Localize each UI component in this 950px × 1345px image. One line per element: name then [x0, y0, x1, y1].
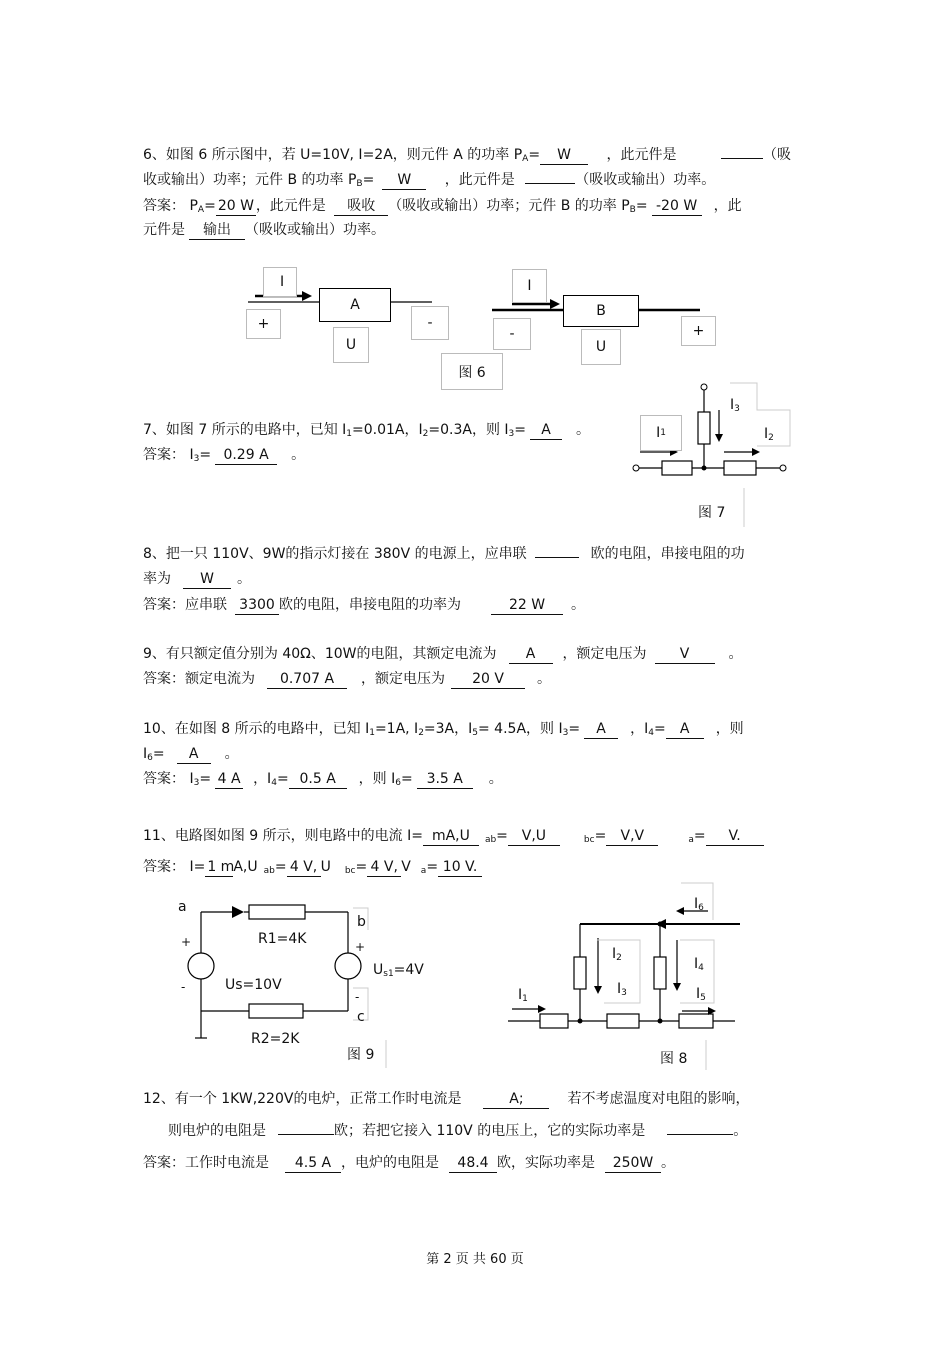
figure-9-caption: 图 9 [347, 1047, 375, 1063]
blank: mA,U [423, 827, 479, 846]
answer: 1 m [207, 859, 235, 875]
source2-minus-label: - [355, 990, 360, 1004]
blank: V,V [606, 827, 658, 846]
plus-label-left: + [246, 309, 281, 339]
answer: 3.5 A [417, 770, 473, 789]
voltage-label-u-left: U [333, 327, 369, 363]
blank: V,U [508, 827, 560, 846]
q8-answer: 答案：应串联 3300 欧的电阻，串接电阻的功率为 22 W 。 [143, 597, 585, 613]
node-c-label: c [357, 1009, 365, 1025]
answer: 250W [605, 1154, 661, 1173]
q7-line1: 7、如图 7 所示的电路中，已知 $I_1=0.01A$，$I_2=0.3A$，则 $I_3= A$ 。 [143, 422, 590, 439]
blank: A; [483, 1090, 549, 1109]
q6-answer1: 答案： $P_A= 20$ W ，此元件是 吸收 （吸收或输出）功率；元件 B 的功率 $P_B= -20$ W ，此 [143, 198, 742, 215]
current-label-i3: $I_3$ [617, 981, 627, 998]
q6-line1: 6、如图 6 所示图中，若 U=10V, I=2A，则元件 A 的功率 $P_A= W$ ，此元件是 （吸 [143, 147, 791, 164]
current-label-i4: $I_4$ [694, 956, 704, 973]
answer: 输出 [189, 221, 245, 240]
q6-answer2: 元件是 输出 （吸收或输出）功率。 [143, 222, 385, 238]
element-b: B [563, 295, 639, 327]
minus-label-left: - [411, 306, 449, 340]
us1-label: $U_{s1}=4V$ [373, 962, 424, 979]
current-label-i3: $I_3$ [730, 397, 740, 414]
answer: 22 W [491, 596, 563, 615]
figure-6-caption: 图 6 [441, 353, 503, 390]
q9-answer: 答案：额定电流为 0.707 A ，额定电压为 20 V 。 [143, 671, 551, 687]
current-label-i-right: I [512, 269, 547, 303]
answer: 0.707 A [267, 670, 347, 689]
blank: W [540, 146, 588, 165]
current-label-i1: $I_1$ [518, 987, 528, 1004]
q7-answer: 答案： $I_3= 0.29$ A 。 [143, 447, 306, 464]
us-label: Us=10V [225, 977, 282, 993]
answer: 4 V, [367, 858, 401, 877]
minus-label-right: - [493, 318, 531, 350]
blank: A [666, 720, 704, 739]
answer: 0.29 A [215, 446, 277, 465]
source2-plus-label: + [355, 940, 366, 954]
blank [667, 1134, 733, 1135]
q8-line2: 率为 W 。 [143, 571, 251, 587]
voltage-label-u-right: U [581, 329, 621, 365]
answer: 4 V, [287, 858, 321, 877]
current-label-i2: $I_2$ [764, 426, 774, 443]
answer: 20 W [217, 198, 254, 214]
q12-line2: 则电炉的电阻是 欧；若把它接入 110V 的电压上，它的实际功率是 。 [168, 1123, 748, 1139]
q10-line2: $I_6= A$ 。 [143, 746, 239, 763]
blank: A [509, 645, 553, 664]
answer: 3300 [235, 596, 279, 615]
answer: -20 W [652, 197, 702, 216]
blank: V [655, 645, 715, 664]
answer: 4 A [215, 770, 243, 789]
r2-label: R2=2K [251, 1031, 300, 1047]
blank: V. [706, 827, 764, 846]
blank: A [584, 720, 618, 739]
answer: 48.4 [449, 1154, 497, 1173]
q8-line1: 8、把一只 110V、9W的指示灯接在 380V 的电源上，应串联 欧的电阻，串接电阻的功 [143, 546, 745, 562]
blank: A [530, 421, 562, 440]
source-minus-label: - [181, 980, 186, 994]
answer: 10 V. [438, 858, 482, 877]
answer: 20 V [451, 670, 525, 689]
blank: W [382, 171, 426, 190]
current-label-i1: I 1 [640, 415, 682, 451]
q10-answer: 答案： $I_3= 4$ A ，$I_4= 0.5$ A ，则 $I_6= 3.5$ A 。 [143, 771, 503, 788]
node-a-label: a [178, 899, 187, 915]
q12-answer: 答案：工作时电流是 4.5 A ，电炉的电阻是 48.4 欧，实际功率是 250W 。 [143, 1155, 675, 1171]
q12-line1: 12、有一个 1KW,220V的电炉，正常工作时电流是 A; 若不考虑温度对电阻的影响， [143, 1091, 750, 1107]
current-label-i5: $I_5$ [696, 986, 706, 1003]
answer: 吸收 [334, 197, 388, 216]
node-b-label: b [357, 914, 366, 930]
blank: W [183, 570, 231, 589]
source-plus-label: + [181, 935, 192, 949]
page-number-footer: 第 2 页 共 60 页 [426, 1252, 524, 1267]
q11-line1: 11、电路图如图 9 所示，则电路中的电流 I= mA,U $_{ab}$= V,U $_{bc}$= V,V $_a$= V. [143, 827, 764, 849]
plus-label-right: + [681, 316, 716, 346]
answer: 0.5 A [289, 770, 347, 789]
answer: 4.5 A [285, 1154, 341, 1173]
blank [278, 1134, 334, 1135]
blank: A [177, 745, 211, 764]
element-a: A [319, 288, 391, 322]
r1-label: R1=4K [258, 931, 307, 947]
current-label-i-left: I [263, 267, 297, 297]
current-label-i6: $I_6$ [694, 896, 704, 913]
q6-line2: 收或输出）功率；元件 B 的功率 $P_B= W$ ，此元件是 （吸收或输出）功率。 [143, 172, 716, 189]
figure-7-caption: 图 7 [698, 505, 726, 521]
q9-line1: 9、有只额定值分别为 40Ω、10W的电阻，其额定电流为 A ，额定电压为 V 。 [143, 646, 743, 662]
q11-answer: 答案： I= 1 mA,U $_{ab}$= 4 V, U $_{bc}$= 4 V, V $_a$= 10 V. [143, 858, 482, 880]
q10-line1: 10、在如图 8 所示的电路中，已知 $I_1=1A$, $I_2=3A$，$I_5= 4.5A$，则 $I_3= A$ ，$I_4= A$ ，则 [143, 721, 744, 738]
current-label-i2: $I_2$ [612, 946, 622, 963]
figure-8-caption: 图 8 [660, 1051, 688, 1067]
